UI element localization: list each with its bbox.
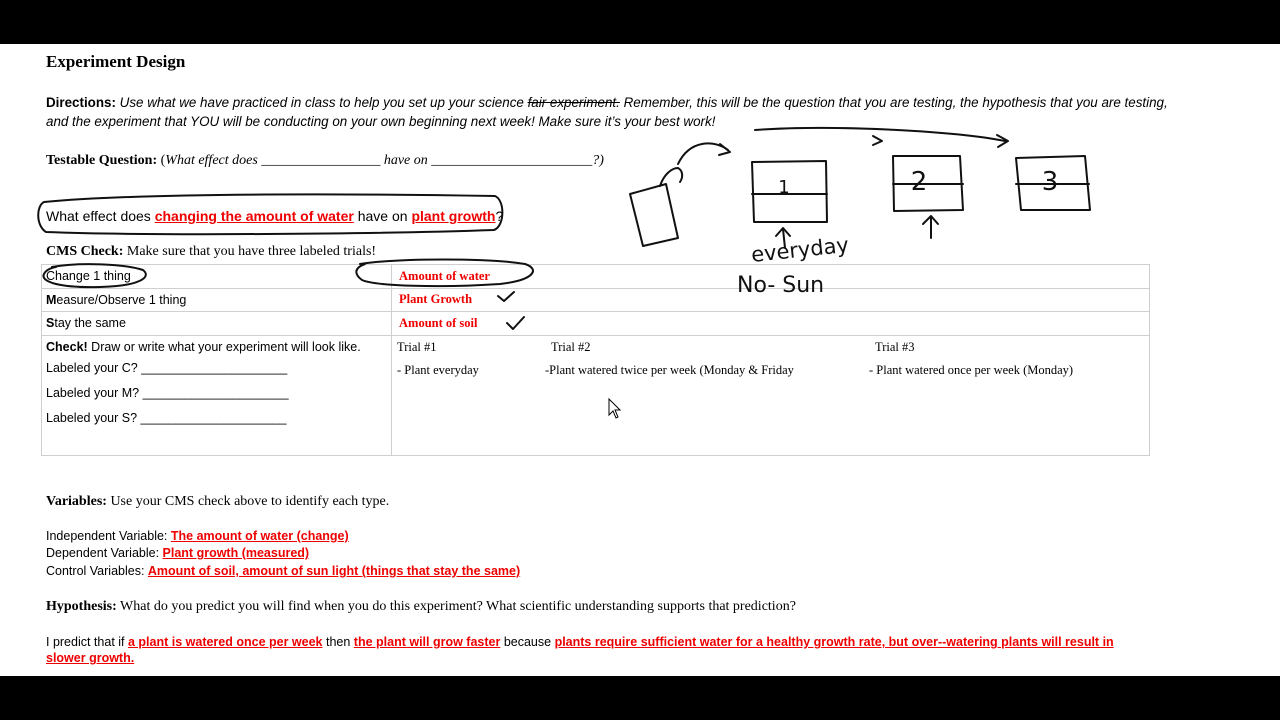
labeled-m xyxy=(46,381,387,406)
trial-3-cell xyxy=(871,335,1150,455)
prompt-b: have on xyxy=(380,153,432,168)
question-middle: have on xyxy=(353,208,412,224)
hypothesis-heading xyxy=(46,599,796,615)
trial-desc: - Plant everyday xyxy=(397,362,479,377)
dependent-label: Dependent Variable: xyxy=(46,546,163,560)
prompt-a: What effect does xyxy=(165,153,262,168)
prediction-value: a plant is watered once per week xyxy=(127,635,323,649)
cms-letter: S xyxy=(46,316,55,331)
paren-close: ?) xyxy=(592,153,604,168)
independent-label: Independent Variable: xyxy=(46,529,171,543)
table-row xyxy=(42,312,1150,336)
cms-row-label xyxy=(42,265,392,289)
labeled-m-blank: _____________________ xyxy=(142,385,289,400)
cms-row-answer: Amount of soil xyxy=(392,312,1150,336)
hypothesis-text: What do you predict you will find when you do this experiment? What scientific understanding supports that prediction? xyxy=(116,599,796,614)
trial-desc: - Plant watered once per week (Monday) xyxy=(869,362,1074,377)
labeled-s-label: Labeled your S? xyxy=(46,410,141,425)
labeled-c-blank: _____________________ xyxy=(141,360,288,375)
check-text: Draw or write what your experiment will look like. xyxy=(87,339,361,354)
blank-1: _________________ xyxy=(261,153,381,168)
control-variables xyxy=(46,564,520,578)
table-row xyxy=(42,288,1150,312)
labeled-c-label: Labeled your C? xyxy=(46,360,142,375)
labeled-s xyxy=(46,406,387,431)
dependent-variable xyxy=(46,546,309,560)
pot-box-2 xyxy=(893,156,963,211)
prediction-value: plants require sufficient water for a healthy growth rate, but over--watering plants will result in xyxy=(554,635,1114,649)
up-arrow-head xyxy=(923,216,938,224)
box-3-number: 3 xyxy=(1041,167,1059,197)
pot-box-3 xyxy=(1016,156,1090,210)
control-label: Control Variables: xyxy=(46,564,148,578)
cms-row-answer: Plant Growth xyxy=(392,288,1150,312)
box-2-number: 2 xyxy=(910,167,928,197)
mouse-cursor-icon xyxy=(608,398,622,420)
prediction-line-1 xyxy=(46,635,1114,649)
cms-row-label xyxy=(42,288,392,312)
arrow-head xyxy=(997,135,1008,147)
directions-line-1 xyxy=(46,95,1168,110)
trial-title: Trial #2 xyxy=(551,339,591,354)
directions-strike-text: fair experiment. xyxy=(527,95,620,110)
handwritten-note-everyday: everyday xyxy=(750,232,850,267)
trial-2-cell xyxy=(541,335,871,455)
labeled-c xyxy=(46,356,387,381)
dependent-value: Plant growth (measured) xyxy=(162,546,310,560)
directions-text-a: Use what we have practiced in class to help you set up your science xyxy=(115,95,528,110)
check-heading xyxy=(46,338,387,356)
pour-arrow-head xyxy=(719,144,730,155)
cms-check-label: CMS Check: xyxy=(46,244,124,259)
check-label: Check! xyxy=(46,339,88,354)
paren-open: ( xyxy=(157,153,166,168)
directions-label: Directions: xyxy=(46,95,116,110)
labeled-s-blank: _____________________ xyxy=(140,410,287,425)
table-row xyxy=(42,335,1150,455)
question-change: changing the amount of water xyxy=(154,208,354,224)
labeled-m-label: Labeled your M? xyxy=(46,385,143,400)
independent-variable xyxy=(46,529,349,543)
cms-check-text: Make sure that you have three labeled trials! xyxy=(123,244,377,259)
directions-text-b: Remember, this will be the question that you are testing, the hypothesis that you are testing, xyxy=(619,95,1168,110)
trial-title: Trial #1 xyxy=(397,339,437,354)
cms-check-heading xyxy=(46,244,376,260)
up-arrow-head xyxy=(776,228,790,236)
hypothesis-label: Hypothesis: xyxy=(46,599,117,614)
question-answer xyxy=(46,208,503,224)
cms-row-answer: Amount of water xyxy=(392,265,1150,289)
watering-can xyxy=(630,184,678,246)
watering-spout xyxy=(660,168,682,186)
trial-title: Trial #3 xyxy=(875,339,915,354)
directions-line-2: and the experiment that YOU will be conducting on your own beginning next week! Make sure it’s your best work! xyxy=(46,114,716,129)
cms-row-text: tay the same xyxy=(54,316,126,331)
independent-value: The amount of water (change) xyxy=(170,529,349,543)
cms-row-text: easure/Observe 1 thing xyxy=(56,292,187,307)
prediction-part: because xyxy=(500,635,555,649)
cms-row-label xyxy=(42,312,392,336)
question-suffix: ? xyxy=(495,208,504,224)
prediction-line-2: slower growth. xyxy=(46,651,135,665)
table-row xyxy=(42,265,1150,289)
variables-heading xyxy=(46,494,389,510)
cms-letter: C xyxy=(46,269,56,284)
check-cell xyxy=(42,335,392,455)
box-1-number: 1 xyxy=(778,177,790,198)
page-title: Experiment Design xyxy=(46,52,186,71)
arrow-head xyxy=(873,136,882,145)
pour-arrow xyxy=(678,143,728,164)
testable-question xyxy=(46,153,604,169)
testable-question-label: Testable Question: xyxy=(46,153,158,168)
blank-2: _______________________ xyxy=(431,153,593,168)
document-page xyxy=(0,44,1280,676)
cms-table xyxy=(41,264,1150,456)
prediction-part: then xyxy=(322,635,354,649)
trial-desc: -Plant watered twice per week (Monday & Friday xyxy=(545,362,794,377)
question-measure: plant growth xyxy=(411,208,496,224)
question-prefix: What effect does xyxy=(46,208,155,224)
trial-1-cell xyxy=(392,335,542,455)
up-arrow xyxy=(783,229,785,248)
arrow-line xyxy=(755,128,1005,141)
handwritten-note-no-sun: No- Sun xyxy=(737,273,825,298)
prediction-part: I predict that if xyxy=(46,635,128,649)
variables-label: Variables: xyxy=(46,494,107,509)
pot-box-1 xyxy=(752,161,827,222)
cms-letter: M xyxy=(46,292,57,307)
control-value: Amount of soil, amount of sun light (things that stay the same) xyxy=(147,564,521,578)
cms-row-text: hange 1 thing xyxy=(55,269,131,284)
prediction-value: the plant will grow faster xyxy=(353,635,501,649)
variables-text: Use your CMS check above to identify each type. xyxy=(106,494,390,509)
